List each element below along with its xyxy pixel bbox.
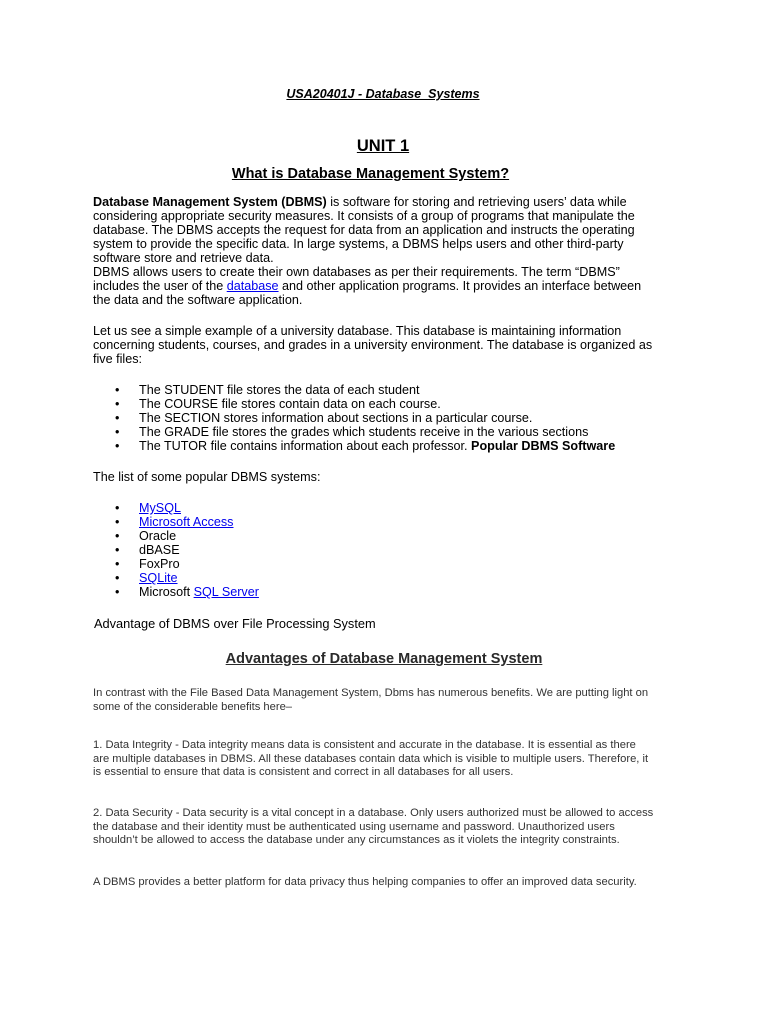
list-item: • SQLite — [115, 571, 178, 585]
intro-line-2: considering appropriate security measures. It consists of a group of programs that manipulate the — [93, 209, 635, 223]
list-item: • Microsoft SQL Server — [115, 585, 259, 599]
list-item: • FoxPro — [115, 557, 180, 571]
example-line-1: Let us see a simple example of a university database. This database is maintaining information — [93, 324, 622, 338]
list-intro: The list of some popular DBMS systems: — [93, 470, 321, 484]
intro-line-7: includes the user of the database and other application programs. It provides an interface between — [93, 279, 642, 293]
database-link[interactable]: database — [226, 279, 279, 293]
mysql-link[interactable]: MySQL — [139, 501, 181, 515]
sql-server-link[interactable]: SQL Server — [193, 585, 259, 599]
microsoft-access-link[interactable]: Microsoft Access — [139, 515, 234, 529]
files-list — [93, 383, 615, 453]
privacy-paragraph: A DBMS provides a better platform for data privacy thus helping companies to offer an improved data security. — [93, 876, 637, 888]
intro-line-8: the data and the software application. — [93, 293, 303, 307]
intro-line-6: DBMS allows users to create their own databases as per their requirements. The term “DBMS” — [93, 265, 620, 279]
example-line-3: five files: — [93, 352, 142, 366]
sqlite-link[interactable]: SQLite — [139, 571, 178, 585]
list-item: • dBASE — [115, 543, 180, 557]
intro-line-1: Database Management System (DBMS) is software for storing and retrieving users’ data while — [93, 195, 627, 209]
example-line-2: concerning students, courses, and grades in a university environment. The database is organized as — [93, 338, 653, 352]
intro-line-3: database. The DBMS accepts the request for data from an application and instructs the operating — [93, 223, 635, 237]
section-heading: What is Database Management System? — [231, 166, 510, 182]
unit-heading: UNIT 1 — [356, 137, 410, 155]
list-item: • The STUDENT file stores the data of each student — [115, 383, 420, 397]
contrast-paragraph: In contrast with the File Based Data Management System, Dbms has numerous benefits. We are putting light on some of the considerable benefits here– — [93, 687, 649, 713]
list-item: • Microsoft Access — [115, 515, 234, 529]
advantage-subheading: Advantage of DBMS over File Processing System — [94, 616, 376, 631]
intro-line-4: system to provide the specific data. In large systems, a DBMS helps users and other third-party — [93, 237, 624, 251]
popular-dbms-heading: Popular DBMS Software — [471, 439, 616, 453]
security-paragraph: 2. Data Security - Data security is a vital concept in a database. Only users authorized must be allowed to access the database and their identity must be authenticated using username and password. Unauthorized users shouldn’t be allowed to access the database under any circumstances as it violets the integrity constraints. — [93, 807, 654, 846]
list-item: • The COURSE file stores contain data on each course. — [115, 397, 441, 411]
dbms-list — [93, 501, 259, 599]
dbms-term: Database Management System (DBMS) — [93, 195, 327, 209]
intro-line-5: software store and retrieve data. — [93, 251, 274, 265]
intro-paragraph — [93, 195, 683, 307]
advantages-heading: Advantages of Database Management System — [225, 651, 543, 667]
list-item: • The SECTION stores information about sections in a particular course. — [115, 411, 533, 425]
integrity-paragraph: 1. Data Integrity - Data integrity means data is consistent and accurate in the database. It is essential as there are multiple databases in DBMS. All these databases contain data which is visible to multiple users. Therefore, it is essential to ensure that data is consistent and correct in all databases for all users. — [93, 739, 649, 778]
list-item: • The TUTOR file contains information about each professor. Popular DBMS Software — [115, 439, 616, 453]
list-item: • The GRADE file stores the grades which students receive in the various sections — [115, 425, 589, 439]
course-title: USA20401J - Database Systems — [286, 87, 480, 101]
list-item: • MySQL — [115, 501, 181, 515]
list-item: • Oracle — [115, 529, 177, 543]
example-paragraph — [93, 324, 683, 366]
